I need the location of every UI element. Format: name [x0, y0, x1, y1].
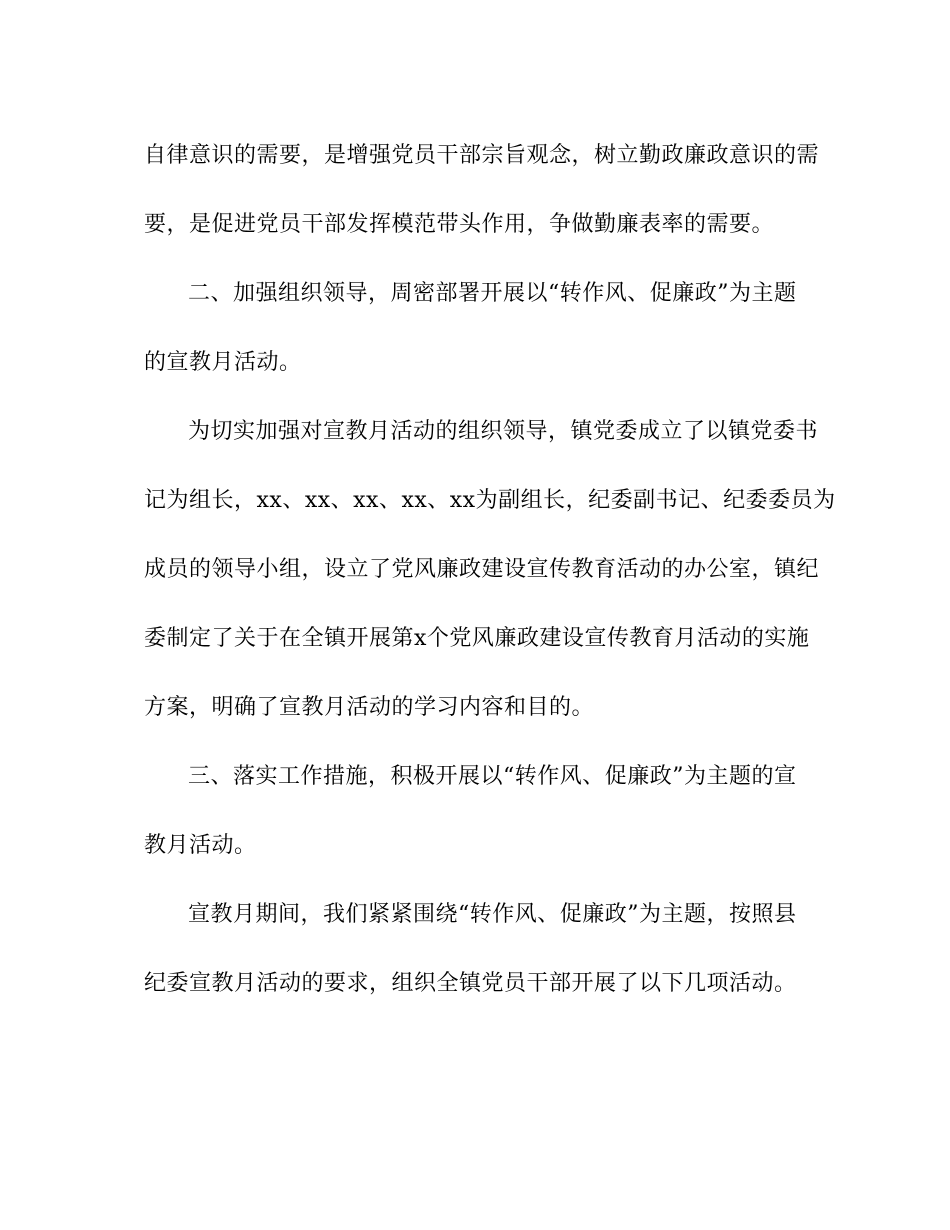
text-line: 自律意识的需要，是增强党员干部宗旨观念，树立勤政廉政意识的需: [144, 143, 820, 168]
text-line: 三、落实工作措施，积极开展以“转作风、促廉政”为主题的宣: [188, 764, 797, 789]
paragraph-3: [144, 397, 836, 742]
text-line: 教月活动。: [144, 833, 257, 858]
text-line: 的宣教月活动。: [144, 350, 302, 375]
text-line: 方案，明确了宣教月活动的学习内容和目的。: [144, 695, 595, 720]
text-line: 二、加强组织领导，周密部署开展以“转作风、促廉政”为主题: [188, 281, 797, 306]
paragraph-1: [144, 121, 820, 259]
paragraph-5: [144, 880, 804, 1018]
text-line: 宣教月期间，我们紧紧围绕“转作风、促廉政”为主题，按照县: [188, 902, 797, 927]
text-line: 成员的领导小组，设立了党风廉政建设宣传教育活动的办公室，镇纪: [144, 557, 820, 582]
paragraph-4-heading: [144, 742, 804, 880]
paragraph-2-heading: [144, 259, 804, 397]
text-line: 要，是促进党员干部发挥模范带头作用，争做勤廉表率的需要。: [144, 212, 775, 237]
text-line: 记为组长，xx、xx、xx、xx、xx为副组长，纪委副书记、纪委委员为: [144, 488, 836, 513]
text-line: 委制定了关于在全镇开展第x个党风廉政建设宣传教育月活动的实施: [144, 626, 810, 651]
text-line: 为切实加强对宣教月活动的组织领导，镇党委成立了以镇党委书: [188, 419, 819, 444]
text-line: 纪委宣教月活动的要求，组织全镇党员干部开展了以下几项活动。: [144, 971, 797, 996]
document-body: [144, 121, 836, 1018]
